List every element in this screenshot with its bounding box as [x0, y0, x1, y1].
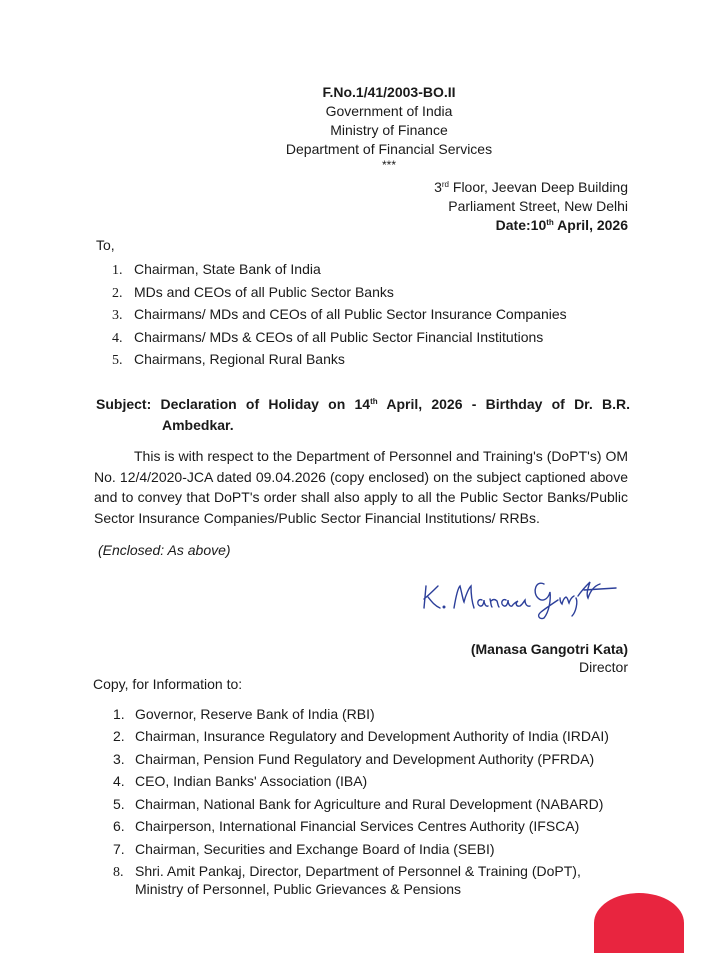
- to-label: To,: [96, 237, 115, 253]
- ministry-line: Ministry of Finance: [330, 122, 448, 138]
- list-item: 5. Chairman, National Bank for Agriculture and Rural Development (NABARD): [113, 796, 604, 812]
- government-line: Government of India: [325, 103, 453, 119]
- document-date: Date:10th April, 2026: [495, 217, 628, 233]
- list-item: 3. Chairman, Pension Fund Regulatory and Development Authority (PFRDA): [113, 751, 595, 767]
- signatory-designation: Director: [578, 659, 628, 675]
- copy-label: Copy, for Information to:: [93, 676, 243, 692]
- list-item: 5. Chairmans, Regional Rural Banks: [112, 351, 345, 368]
- list-item: 1. Governor, Reserve Bank of India (RBI): [113, 706, 375, 722]
- list-item: 7. Chairman, Securities and Exchange Board of India (SEBI): [113, 841, 495, 857]
- list-item: 6. Chairperson, International Financial Services Centres Authority (IFSCA): [113, 818, 580, 834]
- list-item: 4. CEO, Indian Banks' Association (IBA): [113, 773, 368, 789]
- list-item: 8. Shri. Amit Pankaj, Director, Department of Personnel & Training (DoPT),: [113, 863, 581, 880]
- separator: ***: [381, 158, 396, 172]
- signatory-name: (Manasa Gangotri Kata): [470, 641, 628, 657]
- address-floor: 3rd Floor, Jeevan Deep Building: [434, 179, 628, 195]
- department-line: Department of Financial Services: [285, 141, 493, 157]
- corner-badge: [594, 893, 684, 953]
- enclosure-note: (Enclosed: As above): [98, 542, 231, 558]
- file-number: F.No.1/41/2003-BO.II: [322, 84, 456, 100]
- address-street: Parliament Street, New Delhi: [448, 198, 628, 214]
- list-item: 4. Chairmans/ MDs & CEOs of all Public Sector Financial Institutions: [112, 329, 544, 346]
- handwritten-signature: [420, 572, 620, 622]
- signature-text: K. Manasa Gangotri: [420, 572, 429, 573]
- list-item: 1. Chairman, State Bank of India: [112, 261, 321, 278]
- list-item: 3. Chairmans/ MDs and CEOs of all Public Sector Insurance Companies: [112, 306, 567, 323]
- list-item: 2. MDs and CEOs of all Public Sector Banks: [112, 284, 394, 301]
- list-item: 2. Chairman, Insurance Regulatory and Development Authority of India (IRDAI): [113, 728, 609, 744]
- subject-line: Subject: Declaration of Holiday on 14th April, 2026 - Birthday of Dr. B.R. Ambedkar.: [96, 396, 630, 433]
- body-paragraph: This is with respect to the Department of Personnel and Training's (DoPT's) OM No. 12/4/2020-JCA dated 09.04.2026 (copy enclosed) on the subject captioned above and to convey that DoPT's order shall also apply to all the Public Sector Banks/Public Sector Insurance Companies/Public Sector Financial Institutions/ RRBs.: [94, 448, 628, 526]
- list-item-continuation: Ministry of Personnel, Public Grievances & Pensions: [135, 881, 462, 897]
